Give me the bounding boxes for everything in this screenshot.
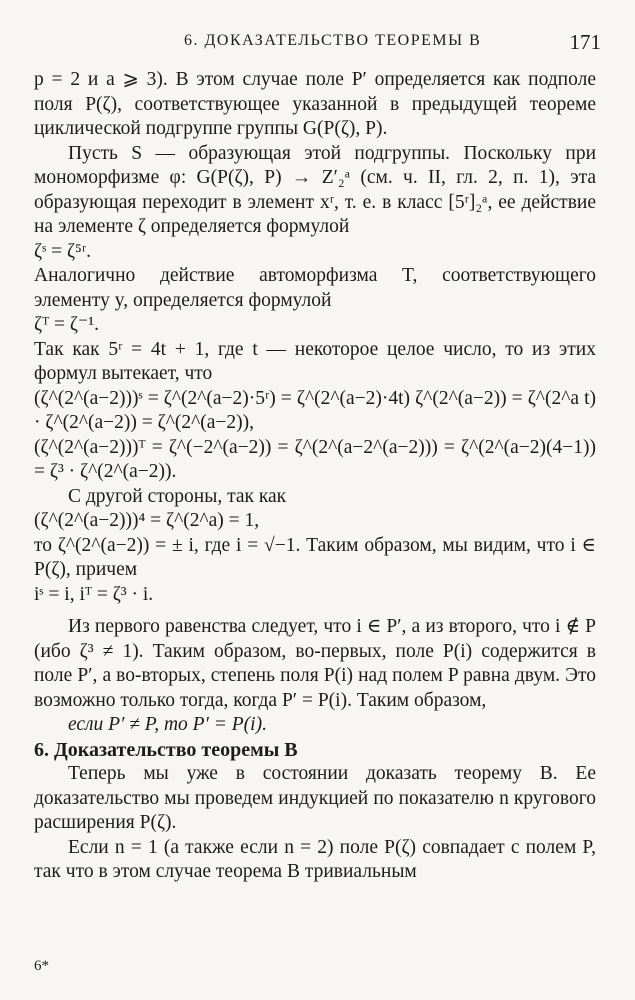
- paragraph-7: Из первого равенства следует, что i ∈ P′, а из второго, что i ∉ P (ибо ζ³ ≠ 1). Таким образом, во-первых, поле P(i) содержится в поле P′, а во-вторых, степень поля P(i) над полем P равна двум. Это возможно только тогда, когда P′ = P(i). Таким образом,: [34, 616, 596, 711]
- page-number: 171: [569, 30, 601, 54]
- formula-t-action: (ζ^(2^(a−2)))ᵀ = ζ^(−2^(a−2)) = ζ^(2^(a−2^(a−2))) = ζ^(2^(a−2)(4−1)) = ζ³ · ζ^(2^(a−2)).: [34, 436, 596, 482]
- formula-zeta-s: ζˢ = ζ⁵ʳ.: [34, 240, 91, 262]
- signature-mark: 6*: [34, 958, 49, 974]
- paragraph-10: Если n = 1 (а также если n = 2) поле P(ζ) совпадает с полем P, так что в этом случае теорема В тривиальным: [34, 836, 596, 882]
- paragraph-3: Аналогично действие автоморфизма T, соответствующего элементу y, определяется формулой: [34, 265, 596, 311]
- formula-s-action: (ζ^(2^(a−2)))ˢ = ζ^(2^(a−2)·5ʳ) = ζ^(2^(a−2)·4t) ζ^(2^(a−2)) = ζ^(2^a t) · ζ^(2^(a−2)) = ζ^(2^(a−2)),: [34, 387, 596, 433]
- formula-power-four: (ζ^(2^(a−2)))⁴ = ζ^(2^a) = 1,: [34, 510, 260, 531]
- paragraph-5: С другой стороны, так как: [68, 485, 287, 507]
- paragraph-2: Пусть S — образующая этой подгруппы. Поскольку при мономорфизме φ: G(P(ζ), P) → Z′₂ᵃ (см. ч. II, гл. 2, п. 1), эта образующая переходит в элемент xʳ, т. е. в класс [5ʳ]₂ᵃ, ее действие на элементе ζ определяется формулой: [34, 142, 596, 237]
- paragraph-6: то ζ^(2^(a−2)) = ± i, где i = √−1. Таким образом, мы видим, что i ∈ P(ζ), причем: [34, 534, 596, 580]
- paragraph-4: Так как 5ʳ = 4t + 1, где t — некоторое целое число, то из этих формул вытекает, что: [34, 338, 596, 384]
- page-body: [34, 68, 596, 885]
- formula-zeta-t: ζᵀ = ζ⁻¹.: [34, 314, 99, 335]
- running-header: [34, 30, 601, 60]
- conclusion-line: если P′ ≠ P, то P′ = P(i).: [68, 714, 267, 735]
- section-heading: 6. Доказательство теоремы В: [34, 738, 298, 761]
- formula-i-actions: iˢ = i, iᵀ = ζ³ · i.: [34, 583, 154, 605]
- header-title: 6. ДОКАЗАТЕЛЬСТВО ТЕОРЕМЫ В: [184, 32, 482, 49]
- paragraph-9: Теперь мы уже в состоянии доказать теорему В. Ее доказательство мы проведем индукцией по показателю n кругового расширения P(ζ).: [34, 763, 596, 833]
- paragraph-1: p = 2 и a ⩾ 3). В этом случае поле P′ определяется как подполе поля P(ζ), соответствующее указанной в предыдущей теореме циклической подгруппе группы G(P(ζ), P).: [34, 69, 596, 139]
